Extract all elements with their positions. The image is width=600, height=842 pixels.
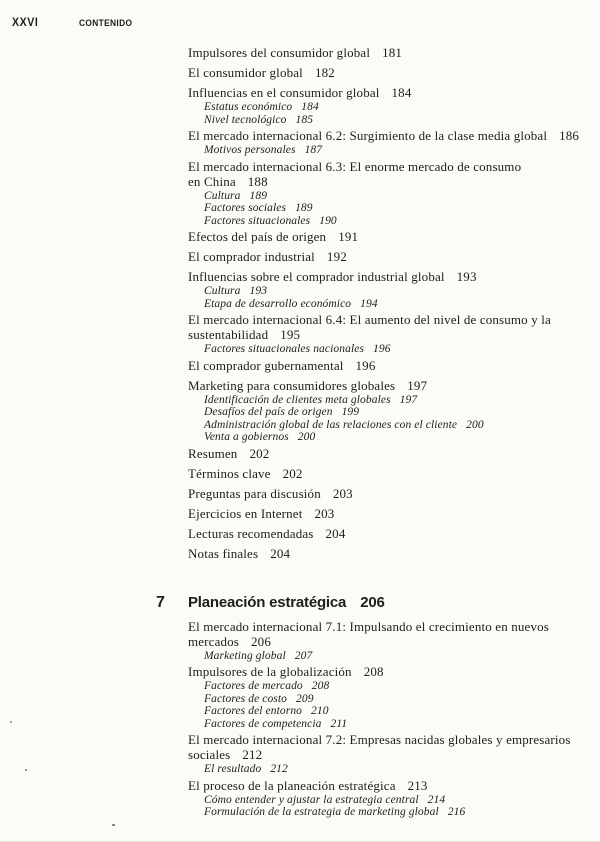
toc-page-number: 214 — [427, 793, 446, 806]
toc-entry-text: Formulación de la estrategia de marketing global — [204, 806, 439, 818]
toc-page-number: 194 — [360, 297, 378, 310]
toc-entry-text: Influencias sobre el comprador industrial global — [188, 269, 445, 284]
toc-entry-text: Desafíos del país de origen — [204, 406, 333, 418]
toc-line — [204, 190, 596, 203]
toc-line — [188, 128, 596, 143]
toc-page-number: 189 — [249, 189, 268, 202]
scan-speck — [112, 824, 115, 826]
toc-line — [204, 794, 596, 807]
toc-entry-text: Influencias en el consumidor global — [188, 85, 380, 100]
toc-entry-text: El mercado internacional 7.1: Impulsando el crecimiento en nuevos — [188, 618, 549, 634]
toc-page-number: 204 — [325, 525, 346, 541]
toc-line — [204, 406, 596, 419]
toc-page-number: 196 — [373, 343, 391, 355]
toc-page-number: 204 — [270, 545, 291, 561]
toc-line — [188, 619, 596, 634]
toc-line — [204, 806, 596, 819]
toc-entry-text: Impulsores del consumidor global — [188, 45, 371, 60]
toc-entry-text: Factores de costo — [204, 692, 288, 705]
toc-entry-text: El mercado internacional 6.4: El aumento del nivel de consumo y la — [188, 312, 551, 327]
toc-entry-text: Resumen — [188, 445, 238, 461]
toc-entry-text: Factores del entorno — [204, 705, 303, 717]
toc-entry-text: mercados — [188, 633, 240, 649]
toc-page-number: 188 — [247, 173, 268, 189]
toc-page-number: 193 — [249, 285, 268, 297]
toc-entry-text: Cultura — [204, 189, 241, 202]
toc-line — [188, 506, 596, 521]
toc-page-number: 208 — [363, 664, 384, 679]
toc-line — [188, 327, 596, 342]
toc-line — [204, 693, 596, 706]
toc-entry-text: Identificación de clientes meta globales — [204, 393, 391, 406]
toc-entry-text: Factores situacionales nacionales — [204, 343, 365, 355]
chapter-number: 7 — [156, 593, 165, 611]
scan-speck — [25, 769, 27, 771]
toc-entry-text: Venta a gobiernos — [204, 431, 289, 443]
toc-entry-text: Marketing para consumidores globales — [188, 377, 396, 393]
scan-speck — [10, 721, 12, 723]
toc-entry-text: Administración global de las relaciones con el cliente — [204, 418, 458, 431]
toc-entry-text: El mercado internacional 7.2: Empresas nacidas globales y empresarios — [188, 732, 571, 747]
toc-entry-text: Ejercicios en Internet — [188, 505, 303, 521]
toc-entry-text: Factores situacionales — [204, 214, 311, 227]
toc-page-number: 196 — [355, 357, 376, 373]
toc-entry-text: Preguntas para discusión — [188, 485, 321, 501]
toc-line — [204, 298, 596, 311]
toc-line — [188, 546, 596, 561]
toc-entry-text: Cultura — [204, 285, 241, 297]
toc-entry-text: Efectos del país de origen — [188, 229, 327, 244]
toc-entry-text: Estatus económico — [204, 101, 293, 113]
toc-page-number: 200 — [466, 418, 484, 431]
toc-line — [188, 446, 596, 461]
toc-page-number: 202 — [282, 465, 303, 481]
toc-entry-text: Nivel tecnológico — [204, 113, 287, 126]
toc-line — [204, 394, 596, 407]
toc-entry-text: Cómo entender y ajustar la estrategia central — [204, 793, 419, 806]
toc-line — [188, 634, 596, 649]
toc-page-number: 191 — [338, 229, 359, 244]
toc-line — [188, 378, 596, 393]
toc-page-number: 187 — [304, 144, 323, 156]
toc-page-number: 210 — [311, 705, 329, 717]
toc-entry-text: Notas finales — [188, 545, 259, 561]
toc-page-number: 209 — [296, 692, 314, 705]
toc-line — [204, 144, 596, 157]
running-head: CONTENIDO — [79, 18, 133, 29]
toc-line — [204, 705, 596, 718]
toc-line — [204, 202, 596, 215]
toc-line — [188, 229, 596, 244]
toc-entry-text: El resultado — [204, 763, 262, 775]
toc-line — [188, 747, 596, 762]
toc-line — [204, 419, 596, 432]
toc-line — [188, 358, 596, 373]
toc-entry-text: El comprador gubernamental — [188, 357, 344, 373]
toc-line — [204, 285, 596, 298]
toc-entry-text: Motivos personales — [204, 144, 296, 156]
toc-line — [188, 249, 596, 264]
toc-page-number: 186 — [559, 128, 580, 143]
toc-page-number: 211 — [330, 717, 348, 730]
toc-page-number: 189 — [295, 202, 313, 214]
chapter-heading — [156, 592, 596, 614]
toc-page-number: 212 — [270, 763, 288, 775]
toc-page-number: 207 — [294, 649, 313, 662]
toc-page-number: 184 — [391, 85, 412, 100]
toc-line — [204, 763, 596, 776]
toc-entry-text: El proceso de la planeación estratégica — [188, 777, 396, 793]
toc-page-number: 208 — [311, 680, 330, 692]
toc-entry-text: Factores de competencia — [204, 717, 322, 730]
toc-page-number: 192 — [326, 249, 347, 264]
toc-line — [204, 114, 596, 127]
toc-line — [204, 101, 596, 114]
toc-entry-text: El mercado internacional 6.2: Surgimiento de la clase media global — [188, 128, 548, 143]
toc-entry-text: Etapa de desarrollo económico — [204, 297, 352, 310]
toc-line — [188, 664, 596, 679]
chapter-title: Planeación estratégica — [188, 593, 347, 611]
toc-page-number: 185 — [295, 113, 314, 126]
toc-page-number: 195 — [280, 327, 301, 342]
toc-line — [188, 312, 596, 327]
toc-line — [188, 778, 596, 793]
toc-line — [188, 732, 596, 747]
toc-line — [188, 45, 596, 60]
toc-line — [188, 466, 596, 481]
toc-page-number: 202 — [249, 445, 270, 461]
toc-entry-text: Impulsores de la globalización — [188, 664, 352, 679]
toc-page-number: 206 — [251, 633, 271, 649]
toc-entry-text: El mercado internacional 6.3: El enorme mercado de consumo — [188, 158, 522, 174]
page-folio: XXVI — [12, 17, 39, 29]
toc-line — [188, 526, 596, 541]
toc-page-number: 181 — [382, 45, 403, 60]
toc-page-number: 184 — [301, 101, 319, 113]
toc-entry-text: en China — [188, 173, 236, 189]
toc-entry-text: El consumidor global — [188, 65, 303, 80]
chapter-page-number: 206 — [360, 593, 385, 611]
toc-page-number: 182 — [314, 65, 335, 80]
toc-line — [188, 174, 596, 189]
toc-page-number: 212 — [242, 747, 263, 762]
toc-entry-text: Factores sociales — [204, 202, 287, 214]
toc-line — [204, 680, 596, 693]
toc-line — [188, 85, 596, 100]
toc-entry-text: Marketing global — [204, 649, 286, 662]
toc-page-number: 193 — [456, 269, 477, 284]
page-header — [12, 13, 140, 31]
toc-page-number: 197 — [407, 377, 428, 393]
toc-line — [204, 343, 596, 356]
toc-line — [188, 269, 596, 284]
toc-entry-text: El comprador industrial — [188, 249, 315, 264]
toc-entry-text: sociales — [188, 747, 231, 762]
toc-line — [204, 650, 596, 663]
toc-line — [204, 215, 596, 228]
toc-line — [188, 159, 596, 174]
toc-entry-text: sustentabilidad — [188, 327, 269, 342]
toc-page-number: 197 — [399, 393, 418, 406]
toc-page-number: 216 — [447, 806, 466, 818]
toc-body — [156, 40, 596, 819]
toc-entry-text: Factores de mercado — [204, 680, 303, 692]
toc-line — [188, 65, 596, 80]
toc-page-number: 213 — [407, 777, 428, 793]
toc-line — [204, 431, 596, 444]
toc-line — [204, 718, 596, 731]
toc-entry-text: Lecturas recomendadas — [188, 525, 314, 541]
toc-page-number: 203 — [332, 485, 353, 501]
toc-line — [188, 486, 596, 501]
toc-page-number: 203 — [314, 505, 335, 521]
toc-entry-text: Términos clave — [188, 465, 271, 481]
toc-page-number: 200 — [297, 431, 316, 443]
toc-page-number: 199 — [341, 406, 360, 418]
toc-page-number: 190 — [319, 214, 337, 227]
